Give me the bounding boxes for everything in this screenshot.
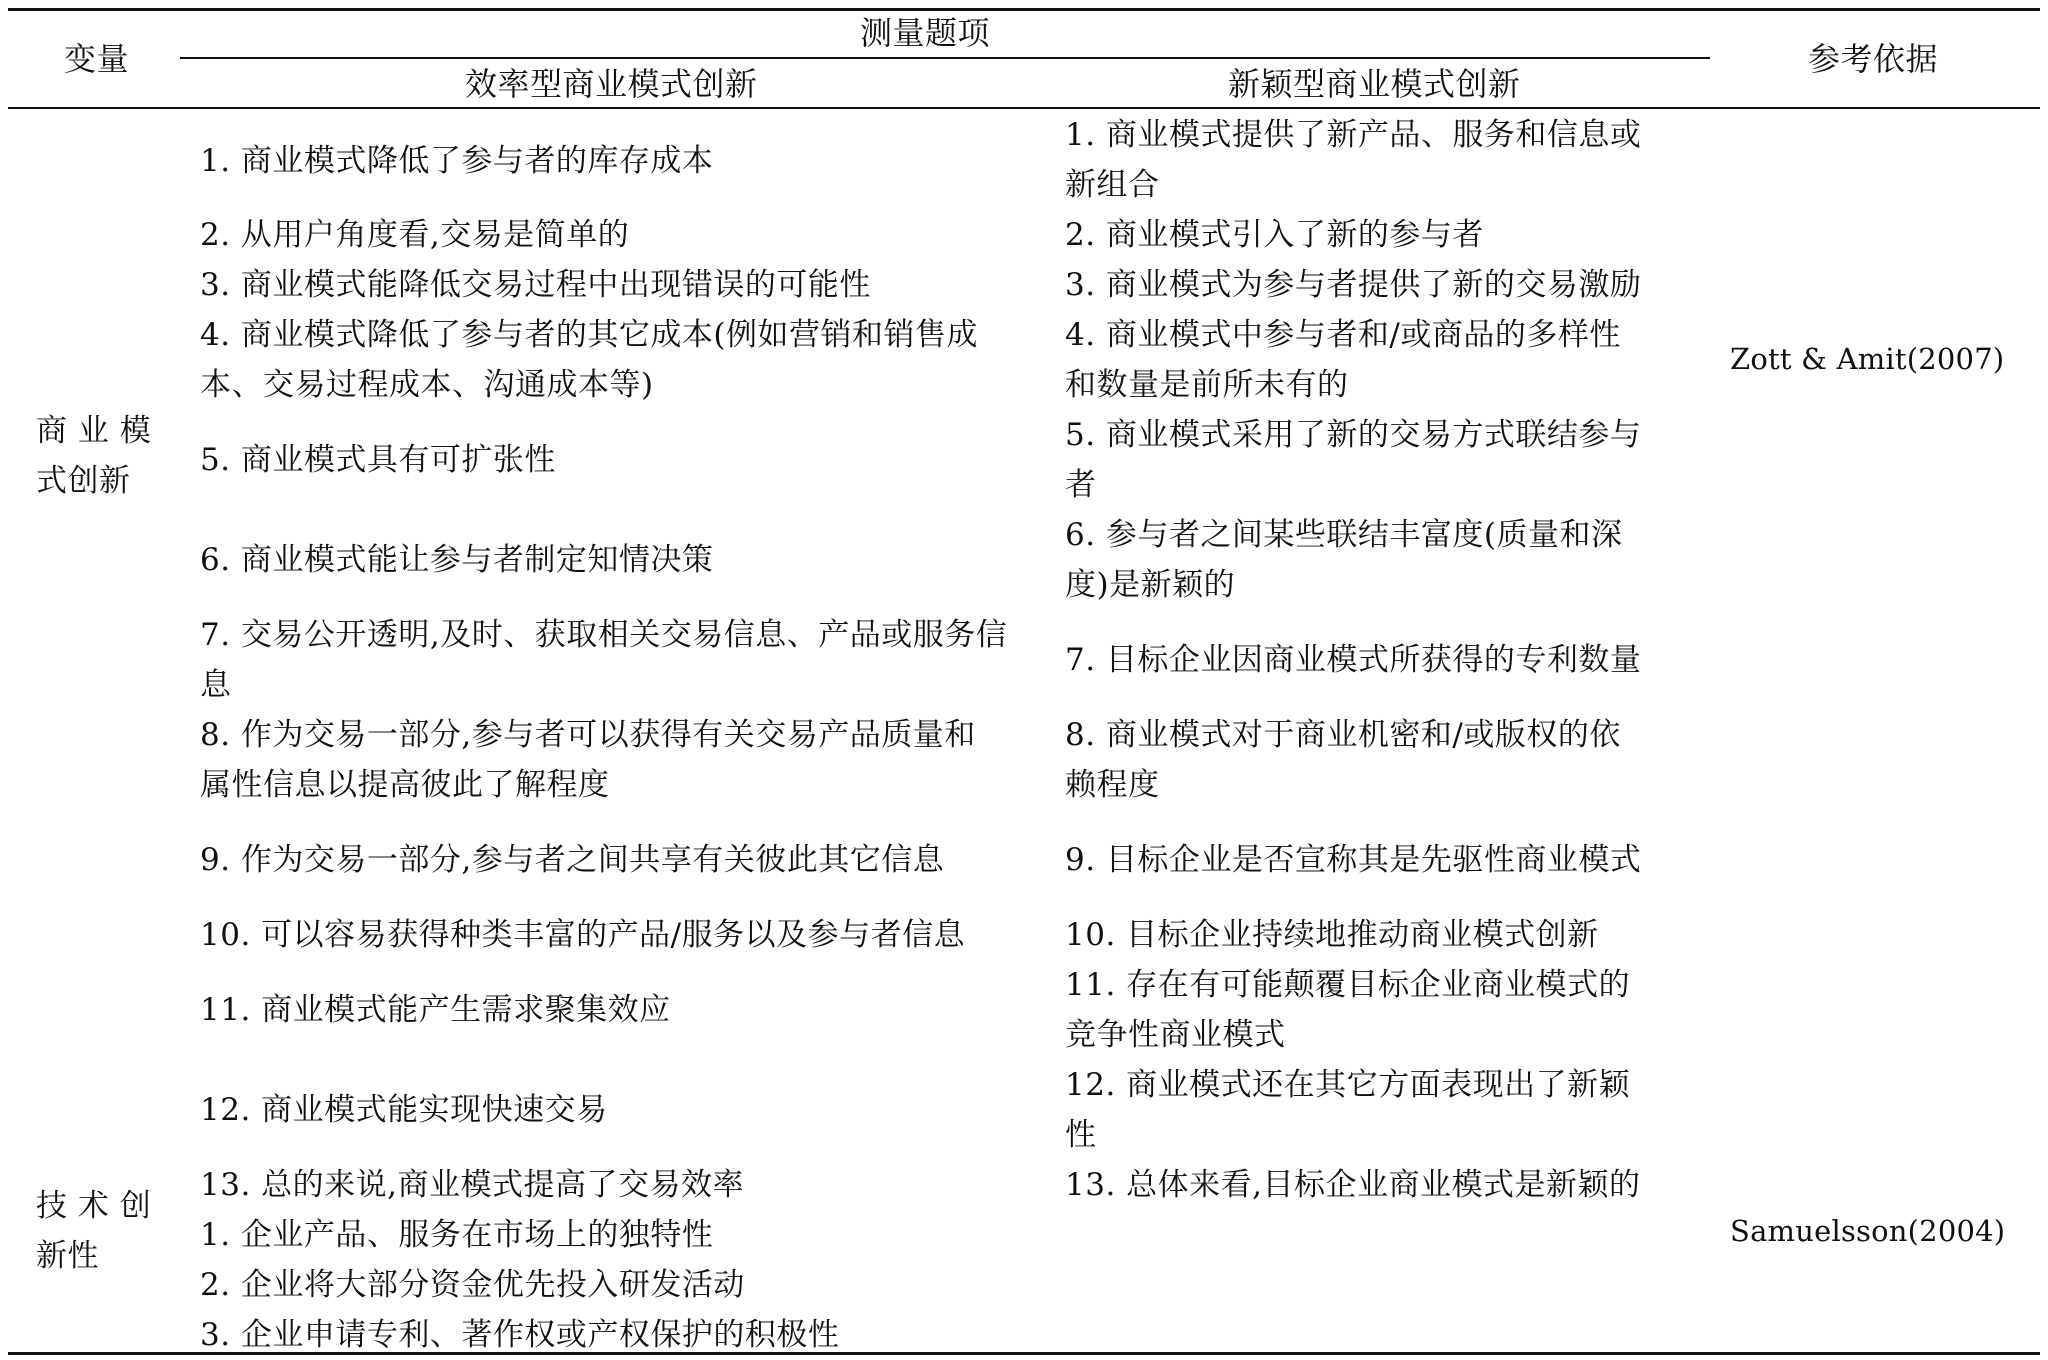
novelty-item-8-line1: 8. 商业模式对于商业机密和/或版权的依 [1065, 717, 1621, 753]
header-bottom-rule [8, 107, 2040, 109]
variable-tech-innovation-line1: 技 术 创 [36, 1188, 152, 1224]
efficiency-item-10: 10. 可以容易获得种类丰富的产品/服务以及参与者信息 [200, 917, 966, 953]
tech-item-1: 1. 企业产品、服务在市场上的独特性 [200, 1217, 714, 1253]
novelty-item-4-line1: 4. 商业模式中参与者和/或商品的多样性 [1065, 317, 1621, 353]
reference-samuelsson: Samuelsson(2004) [1730, 1214, 2006, 1248]
efficiency-item-5: 5. 商业模式具有可扩张性 [200, 442, 556, 478]
efficiency-item-11: 11. 商业模式能产生需求聚集效应 [200, 992, 671, 1028]
novelty-item-11-line1: 11. 存在有可能颠覆目标企业商业模式的 [1065, 967, 1631, 1003]
novelty-item-5-line2: 者 [1065, 467, 1097, 503]
efficiency-item-8-line2: 属性信息以提高彼此了解程度 [200, 767, 610, 803]
novelty-item-6-line2: 度)是新颖的 [1065, 567, 1236, 603]
novelty-item-12-line1: 12. 商业模式还在其它方面表现出了新颖 [1065, 1067, 1631, 1103]
variable-tech-innovation-line2: 新性 [36, 1238, 99, 1274]
novelty-item-4-line2: 和数量是前所未有的 [1065, 367, 1349, 403]
efficiency-item-4-line2: 本、交易过程成本、沟通成本等) [200, 367, 654, 403]
tech-item-3: 3. 企业申请专利、著作权或产权保护的积极性 [200, 1317, 840, 1353]
efficiency-item-13: 13. 总的来说,商业模式提高了交易效率 [200, 1167, 745, 1203]
efficiency-item-9: 9. 作为交易一部分,参与者之间共享有关彼此其它信息 [200, 842, 945, 878]
novelty-item-3: 3. 商业模式为参与者提供了新的交易激励 [1065, 267, 1642, 303]
novelty-item-6-line1: 6. 参与者之间某些联结丰富度(质量和深 [1065, 517, 1623, 553]
header-novelty: 新颖型商业模式创新 [1228, 65, 1521, 103]
efficiency-item-4-line1: 4. 商业模式降低了参与者的其它成本(例如营销和销售成 [200, 317, 979, 353]
novelty-item-7: 7. 目标企业因商业模式所获得的专利数量 [1065, 642, 1642, 678]
efficiency-item-1: 1. 商业模式降低了参与者的库存成本 [200, 143, 714, 179]
efficiency-item-7-line1: 7. 交易公开透明,及时、获取相关交易信息、产品或服务信 [200, 617, 1008, 653]
header-efficiency: 效率型商业模式创新 [465, 65, 758, 103]
novelty-item-1-line2: 新组合 [1065, 167, 1160, 203]
novelty-item-2: 2. 商业模式引入了新的参与者 [1065, 217, 1484, 253]
novelty-item-10: 10. 目标企业持续地推动商业模式创新 [1065, 917, 1599, 953]
efficiency-item-6: 6. 商业模式能让参与者制定知情决策 [200, 542, 714, 578]
novelty-item-8-line2: 赖程度 [1065, 767, 1160, 803]
novelty-item-1-line1: 1. 商业模式提供了新产品、服务和信息或 [1065, 117, 1642, 153]
tech-item-2: 2. 企业将大部分资金优先投入研发活动 [200, 1267, 745, 1303]
efficiency-item-3: 3. 商业模式能降低交易过程中出现错误的可能性 [200, 267, 871, 303]
novelty-item-12-line2: 性 [1065, 1117, 1097, 1153]
efficiency-item-2: 2. 从用户角度看,交易是简单的 [200, 217, 630, 253]
reference-zott-amit: Zott & Amit(2007) [1730, 342, 2005, 376]
variable-business-model-innovation-line2: 式创新 [36, 463, 131, 499]
header-reference: 参考依据 [1808, 40, 1939, 78]
novelty-item-5-line1: 5. 商业模式采用了新的交易方式联结参与 [1065, 417, 1642, 453]
novelty-item-9: 9. 目标企业是否宣称其是先驱性商业模式 [1065, 842, 1642, 878]
novelty-item-11-line2: 竞争性商业模式 [1065, 1017, 1286, 1053]
efficiency-item-7-line2: 息 [200, 667, 232, 703]
top-rule [8, 8, 2040, 11]
efficiency-item-12: 12. 商业模式能实现快速交易 [200, 1092, 608, 1128]
variable-business-model-innovation-line1: 商 业 模 [36, 413, 152, 449]
header-measurement: 测量题项 [860, 14, 991, 52]
header-variable: 变量 [64, 40, 130, 78]
efficiency-item-8-line1: 8. 作为交易一部分,参与者可以获得有关交易产品质量和 [200, 717, 976, 753]
novelty-item-13: 13. 总体来看,目标企业商业模式是新颖的 [1065, 1167, 1641, 1203]
